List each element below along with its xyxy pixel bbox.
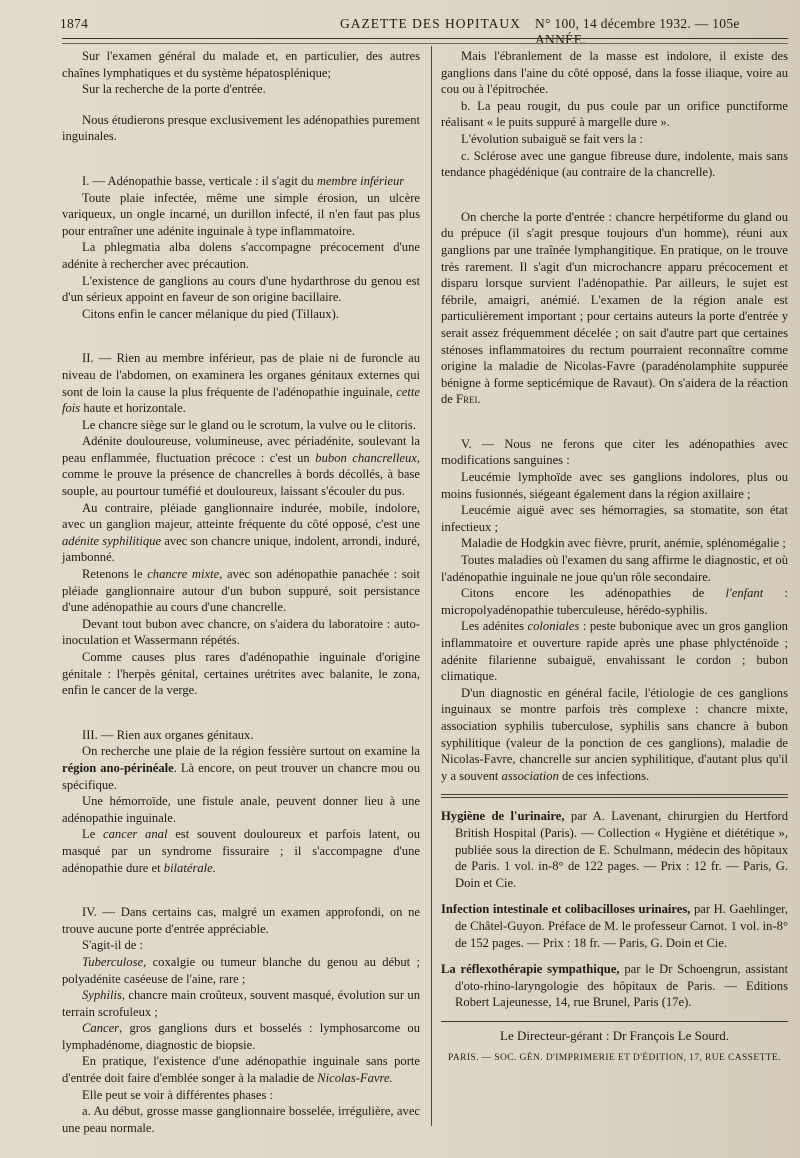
- paragraph: a. Au début, grosse masse ganglionnaire bosselée, irrégulière, avec une peau normale.: [62, 1104, 420, 1135]
- section-heading-1: I. — Adénopathie basse, verticale : il s'agit du membre inférieur: [82, 173, 405, 188]
- journal-title: GAZETTE DES HOPITAUX: [340, 16, 521, 31]
- paragraph: Elle peut se voir à différentes phases :: [82, 1087, 274, 1102]
- paragraph: Sur la recherche de la porte d'entrée.: [82, 82, 266, 97]
- section-rule: [441, 794, 788, 795]
- paragraph: Leucémie aiguë avec ses hémorragies, sa stomatite, son état infectieux ;: [441, 503, 788, 534]
- section-heading-4: IV. — Dans certains cas, malgré un examen approfondi, on ne trouve aucune porte d'entrée appréciable.: [62, 905, 420, 936]
- paragraph: Le chancre siège sur le gland ou le scrotum, la vulve ou le clitoris.: [82, 417, 416, 432]
- left-column: [62, 48, 420, 1136]
- paragraph: Une hémorroïde, une fistule anale, peuvent donner lieu à une adénopathie inguinale.: [62, 794, 420, 825]
- paragraph: S'agit-il de :: [82, 938, 144, 953]
- column-divider: [431, 46, 432, 1126]
- paragraph: Leucémie lymphoïde avec ses ganglions indolores, plus ou moins fusionnés, siégeant également dans la région axillaire ;: [441, 470, 788, 501]
- paragraph: Cancer, gros ganglions durs et bosselés : lymphosarcome ou lymphadénome, diagnostic de biopsie.: [62, 1021, 420, 1052]
- section-heading-2: II. — Rien au membre inférieur, pas de plaie ni de furoncle au niveau de l'abdomen, on examinera les organes génitaux externes qui sont de loin la cause la plus fréquente de l'adénopathie inguinale, cette fois haute et horizontale.: [62, 351, 420, 416]
- paragraph: Toutes maladies où l'examen du sang affirme le diagnostic, et où l'adénopathie inguinale ne joue qu'un rôle secondaire.: [441, 553, 788, 584]
- book-entry: Hygiène de l'urinaire, par A. Lavenant, chirurgien du Hertford British Hospital (Paris). — Collection « Hygiène et diététique », publiée sous la direction de E. Schulmann, médecin des hôpitaux de Paris. 1 vol. in-8° de 122 pages. — Prix : 12 fr. — Paris, G. Doin et Cie.: [441, 809, 788, 890]
- paragraph: Adénite douloureuse, volumineuse, avec périadénite, soulevant la peau enflammée, fluctuation précoce : c'est un bubon chancrelleux, comme le prouve la présence de chancrelles à bords décollés, à base souple, au pourtour tuméfié et douloureux, laissant s'écouler du pus.: [62, 434, 421, 499]
- paragraph: Les adénites coloniales : peste bubonique avec un gros ganglion inflammatoire et ouverture rapide après une phase phlycténoïde ; adénite filarienne subaiguë, envahissant le cordon ; bubon climatique.: [441, 619, 788, 684]
- paragraph: L'existence de ganglions au cours d'une hydarthrose du genou est d'un sérieux appoint en faveur de son origine bacillaire.: [62, 273, 420, 305]
- paragraph: c. Sclérose avec une gangue fibreuse dure, indolente, mais sans tendance phagédénique (au contraire de la chancrelle).: [441, 148, 788, 180]
- paragraph: Sur l'examen général du malade et, en particulier, des autres chaînes lymphatiques et du système hépatosplénique;: [62, 49, 420, 80]
- book-entry: Infection intestinale et colibacilloses urinaires, par H. Gaehlinger, de Châtel-Guyon. Préface de M. le professeur Carnot. 1 vol. in-8° de 152 pages. — Prix : 18 fr. — Paris, G. Doin et Cie.: [441, 902, 789, 950]
- printer-line: PARIS. — SOC. GÉN. D'IMPRIMERIE ET D'ÉDITION, 17, RUE CASSETTE.: [448, 1053, 781, 1064]
- paragraph: Citons encore les adénopathies de l'enfant : micropolyadénopathie tuberculeuse, hérédo-syphilis.: [441, 586, 788, 617]
- paragraph: Toute plaie infectée, même une simple érosion, un ulcère variqueux, un ongle incarné, un durillon infecté, il n'en faut pas plus pour entraîner une adénite inguinale à type inflammatoire.: [62, 190, 420, 238]
- paragraph: L'évolution subaiguë se fait vers la :: [461, 131, 644, 146]
- page-header: [60, 16, 790, 47]
- footer-rule: [441, 1021, 788, 1022]
- paragraph: Syphilis, chancre main croûteux, souvent masqué, évolution sur un terrain scrofuleux ;: [62, 988, 420, 1019]
- director-line: Le Directeur-gérant : Dr François Le Sourd.: [500, 1027, 729, 1043]
- section-heading-3: III. — Rien aux organes génitaux.: [82, 727, 254, 742]
- paragraph: Le cancer anal est souvent douloureux et parfois latent, ou masqué par un syndrome fissuraire ; il s'accompagne d'une adénopathie dure et bilatérale.: [62, 827, 420, 875]
- paragraph: Nous étudierons presque exclusivement les adénopathies purement inguinales.: [62, 112, 420, 144]
- section-heading-5: V. — Nous ne ferons que citer les adénopathies avec modifications sanguines :: [441, 436, 788, 468]
- paragraph: Comme causes plus rares d'adénopathie inguinale d'origine génitale : l'herpès génital, certaines urétrites avec balanite, le zona, enfin le cancer de la verge.: [62, 650, 420, 698]
- book-reviews: [441, 808, 788, 1011]
- paragraph: D'un diagnostic en général facile, l'étiologie de ces ganglions inguinaux se montre parfois très complexe : chancre mixte, association syphilis tuberculose, syphilis sans chancre à bubon syphilitique (valeur de la ponction de ces ganglions), maladie de Nicolas-Favre, chancrelle sur ancien syphilitique, d'autant plus qu'il y a souvent association de ces infections.: [441, 685, 788, 783]
- issue-info: N° 100, 14 décembre 1932. — 105e ANNÉE.: [535, 16, 740, 47]
- paragraph: Devant tout bubon avec chancre, on s'aidera du laboratoire : auto-inoculation et Wassermann répétés.: [62, 616, 420, 648]
- paragraph: Maladie de Hodgkin avec fièvre, prurit, anémie, splénomégalie ;: [461, 536, 786, 551]
- right-column: [441, 48, 788, 1067]
- page-number: 1874: [60, 16, 89, 31]
- paragraph: Citons enfin le cancer mélanique du pied (Tillaux).: [82, 306, 339, 321]
- book-entry: La réflexothérapie sympathique, par le Dr Schoengrun, assistant d'oto-rhino-laryngologie des hôpitaux de Paris. — Editions Robert Lajeunesse, 14, rue Brunel, Paris (17e).: [441, 962, 789, 1010]
- paragraph: Mais l'ébranlement de la masse est indolore, il existe des ganglions dans l'aine du côté opposé, dans la fosse iliaque, voire au cou ou à l'épitrochée.: [441, 49, 788, 97]
- section-rule: [441, 797, 788, 798]
- paragraph: En pratique, l'existence d'une adénopathie inguinale sans porte d'entrée doit faire d'emblée songer à la maladie de Nicolas-Favre.: [62, 1054, 420, 1086]
- paragraph: Au contraire, pléiade ganglionnaire indurée, mobile, indolore, avec un ganglion majeur, atteinte fréquente du côté opposé, c'est une adénite syphilitique avec son chancre unique, indolent, arrondi, induré, jambonné.: [62, 500, 420, 565]
- paragraph: Tuberculose, coxalgie ou tumeur blanche du genou au début ; polyadénite caséeuse de l'aine, rare ;: [62, 954, 420, 986]
- header-rule: [62, 38, 788, 39]
- header-rule-secondary: [62, 43, 788, 44]
- paragraph: On recherche une plaie de la région fessière surtout on examine la région ano-périnéale. Là encore, on peut trouver un chancre mou ou spécifique.: [62, 744, 420, 792]
- paragraph: La phlegmatia alba dolens s'accompagne précocement d'une adénite à rechercher avec précaution.: [62, 240, 420, 271]
- paragraph: Retenons le chancre mixte, avec son adénopathie panachée : soit pléiade ganglionnaire autour d'un bubon suppuré, soit persistance d'une adénopathie au cours d'une chancrelle.: [62, 567, 420, 615]
- paragraph: b. La peau rougit, du pus coule par un orifice punctiforme réalisant « le puits suppuré à margelle dure ».: [441, 98, 788, 130]
- paragraph: On cherche la porte d'entrée : chancre herpétiforme du gland ou du prépuce (il s'agit presque toujours d'un homme), réuni aux ganglions par une traînée lymphangitique. En pratique, on le trouve très rarement. Il s'agit d'un microchancre apparu précocement et disparu lorsque survient l'adénopathie. Par ailleurs, le sujet est fébrile, amaigri, anémié. L'examen de la région anale est particulièrement important ; pour certains auteurs la porte d'entrée y serait assez fréquemment décelée ; on sait d'autre part que certaines sténoses inflammatoires du rectum pourraient reconnaître comme origine la maladie de Nicolas-Favre (paradénolamphite suppurée bénigne à forme septicémique de Ravaut). On s'aidera de la réaction de Frei.: [441, 209, 788, 407]
